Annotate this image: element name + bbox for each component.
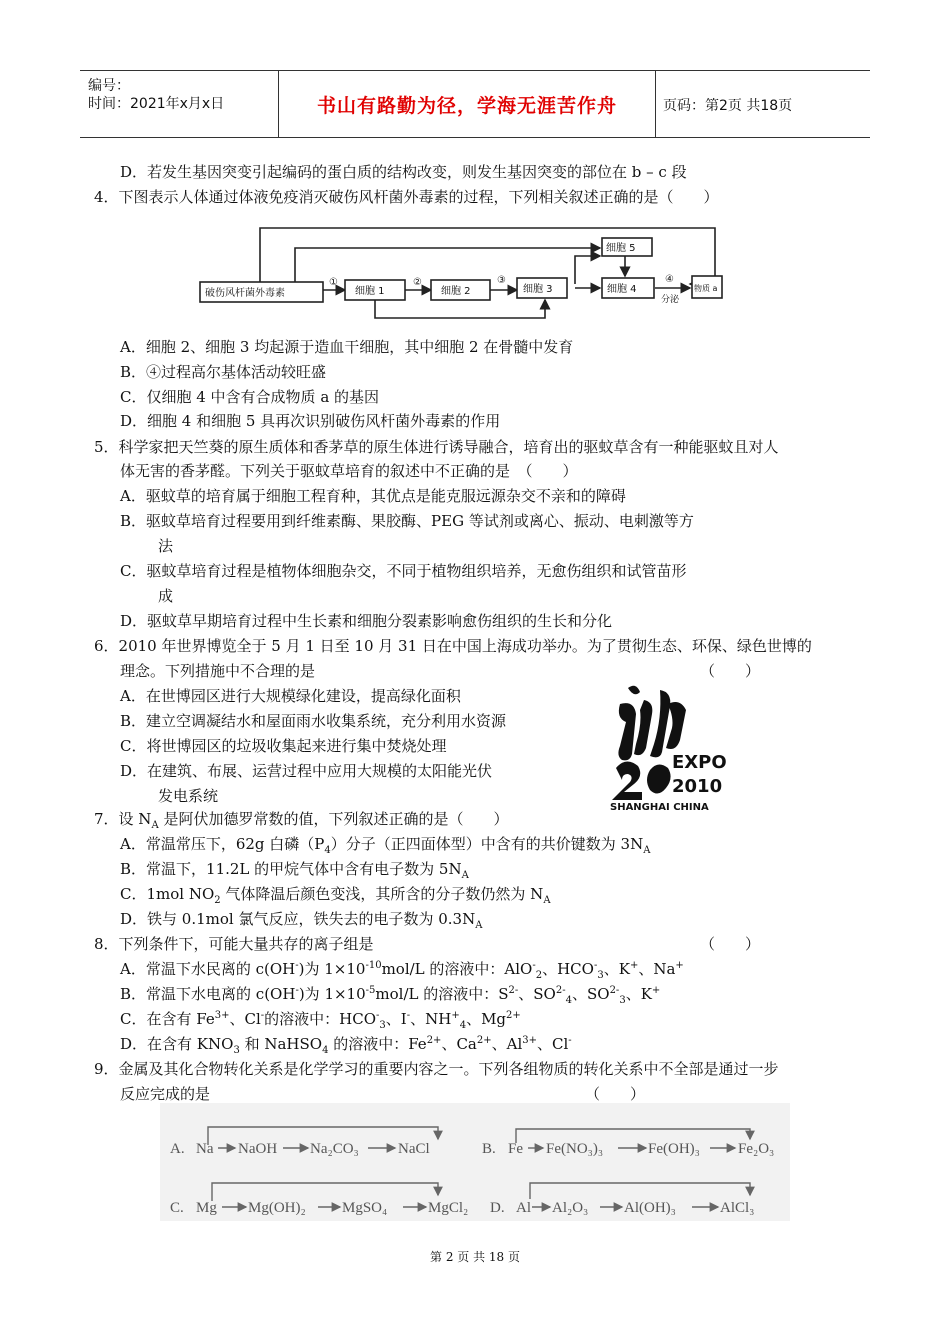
logo-city-text: SHANGHAI CHINA: [610, 802, 709, 813]
q6-option-b: B．建立空调凝结水和屋面雨水收集系统，充分利用水资源: [120, 712, 507, 730]
q9-d-2: Al₂O₃: [552, 1200, 589, 1216]
q5-option-a: A．驱蚊草的培育属于细胞工程育种，其优点是能克服远源杂交不亲和的障碍: [120, 487, 626, 505]
diagram-cell1: 细胞 1: [355, 286, 385, 297]
q5-stem-2: 体无害的香茅醛。下列关于驱蚊草培育的叙述中不正确的是 （ ）: [120, 462, 578, 480]
q9-conversion-options: [160, 1103, 790, 1221]
logo-year-text: 2010: [672, 776, 723, 797]
q5-option-d: D．驱蚊草早期培育过程中生长素和细胞分裂素影响愈伤组织的生长和分化: [120, 612, 613, 630]
q9-b-4: Fe₂O₃: [738, 1141, 775, 1157]
q4-option-b: B．④过程高尔基体活动较旺盛: [120, 363, 327, 381]
q6-option-c: C．将世博园区的垃圾收集起来进行集中焚烧处理: [120, 737, 447, 755]
q9-stem-1: 9．金属及其化合物转化关系是化学学习的重要内容之一。下列各组物质的转化关系中不全部是通过一步: [94, 1060, 779, 1078]
q9-d-1: Al: [516, 1200, 531, 1216]
q9-a-1: Na: [196, 1141, 214, 1157]
q5-option-b-cont: 法: [158, 537, 174, 555]
q9-b-3: Fe(OH)₃: [648, 1141, 700, 1157]
header-motto: 书山有路勤为径，学海无涯苦作舟: [316, 95, 617, 117]
q5-option-c-cont: 成: [158, 587, 174, 605]
diagram-secrete: 分泌: [661, 295, 680, 305]
header-motto-cell: [279, 71, 656, 137]
q8-option-c: C．在含有 $Fe^{3+}$、Cl-的溶液中：$HCO^-_3$、I-、$NH^+_4$、$Mg^{2+}$: [120, 1010, 521, 1031]
q8-option-d: D．在含有 $KNO_3$ 和 NaHSO$_4$ 的溶液中：$Fe^{2+}$、$Ca^{2+}$、$Al^{3+}$、Cl-: [120, 1035, 572, 1056]
diagram-step2: ②: [413, 277, 422, 288]
q8-option-a: A．常温下水民离的 c(OH-)为 $1\times 10^{-10}mol/L$ 的溶液中：AlO-$_2$、$HCO^-_3$、K+、Na+: [120, 960, 684, 981]
q5-option-b: B．驱蚊草培育过程要用到纤维素酶、果胶酶、PEG 等试剂或离心、振动、电刺激等方: [120, 512, 694, 530]
q9-stem-2: 反应完成的是: [120, 1085, 211, 1103]
diagram-step1: ①: [329, 277, 338, 288]
q4-option-d: D．细胞 4 和细胞 5 具再次识别破伤风杆菌外毒素的作用: [120, 412, 501, 430]
q9-c-label: C.: [170, 1200, 184, 1216]
q7-option-a: A．常温常压下，62g 白磷$(P_4)$分子（正四面体型）中含有的共价键数为 $3N_A$: [120, 835, 651, 856]
diagram-cell2: 细胞 2: [441, 286, 471, 297]
q9-d-4: AlCl₃: [720, 1200, 755, 1216]
q6-stem-2: 理念。下列措施中不合理的是: [120, 662, 316, 680]
q8-stem: 8．下列条件下，可能大量共存的离子组是: [94, 935, 374, 953]
q9-c-2: Mg(OH)₂: [248, 1200, 306, 1216]
diagram-cell3: 细胞 3: [523, 284, 553, 295]
immune-process-diagram: [195, 222, 725, 322]
q5-option-c: C．驱蚊草培育过程是植物体细胞杂交，不同于植物组织培养，无愈伤组织和试管苗形: [120, 562, 687, 580]
header-page-info: 页码：第2页 共18页: [663, 98, 793, 114]
q7-option-c: C．1mol $NO_2$ 气体降温后颜色变浅，其所含的分子数仍然为 $N_A$: [120, 885, 551, 906]
q4-stem: 4．下图表示人体通过体液免疫消灭破伤风杆菌外毒素的过程，下列相关叙述正确的是（ ）: [94, 188, 719, 206]
q9-d-label: D.: [490, 1200, 505, 1216]
q6-option-d-cont: 发电系统: [158, 787, 219, 805]
diagram-step3: ③: [497, 275, 506, 286]
diagram-toxin: 破伤风杆菌外毒素: [205, 288, 285, 299]
diagram-cell4: 细胞 4: [607, 284, 637, 295]
logo-expo-text: EXPO: [672, 752, 727, 773]
diagram-step4: ④: [665, 274, 674, 285]
q9-a-2: NaOH: [238, 1141, 278, 1157]
q9-a-label: A.: [170, 1141, 185, 1157]
q4-option-c: C．仅细胞 4 中含有合成物质 a 的基因: [120, 388, 380, 406]
q9-c-3: MgSO₄: [342, 1200, 388, 1216]
header-number: 编号：: [88, 78, 130, 94]
q5-stem-1: 5．科学家把天竺葵的原生质体和香茅草的原生体进行诱导融合，培育出的驱蚊草含有一种能驱蚊且对人: [94, 438, 779, 456]
q6-stem-1: 6．2010 年世界博览全于 5 月 1 日至 10 月 31 日在中国上海成功举办。为了贯彻生态、环保、绿色世博的: [94, 637, 812, 655]
q9-d-3: Al(OH)₃: [624, 1200, 676, 1216]
q7-stem: 7．设 $N_A$ 是阿伏加德罗常数的值，下列叙述正确的是（ ）: [94, 810, 509, 831]
q3-option-d: D．若发生基因突变引起编码的蛋白质的结构改变，则发生基因突变的部位在 b – c 段: [120, 163, 687, 181]
q9-c-1: Mg: [196, 1200, 217, 1216]
page-header: [80, 70, 870, 138]
q6-option-a: A．在世博园区进行大规模绿化建设，提高绿化面积: [120, 687, 461, 705]
page-footer: 第 2 页 共 18 页: [430, 1250, 520, 1264]
q8-answer-blank: （ ）: [700, 935, 761, 953]
q7-option-b: B．常温下，11.2L 的甲烷气体中含有电子数为 $5N_A$: [120, 860, 469, 881]
diagram-substance: 物质 a: [694, 284, 718, 293]
q9-c-4: MgCl₂: [428, 1200, 469, 1216]
q6-answer-blank: （ ）: [700, 662, 761, 680]
q9-b-1: Fe: [508, 1141, 523, 1157]
q9-b-label: B.: [482, 1141, 496, 1157]
q6-option-d: D．在建筑、布展、运营过程中应用大规模的太阳能光伏: [120, 762, 493, 780]
q9-a-4: NaCl: [398, 1141, 430, 1157]
q9-a-3: Na₂CO₃: [310, 1141, 359, 1157]
q4-option-a: A．细胞 2、细胞 3 均起源于造血干细胞，其中细胞 2 在骨髓中发育: [120, 338, 574, 356]
diagram-cell5: 细胞 5: [606, 243, 636, 254]
q9-answer-blank: （ ）: [585, 1085, 646, 1103]
expo-2010-logo: [610, 682, 740, 817]
header-meta: [80, 71, 279, 137]
header-time: 时间：2021年x月x日: [88, 96, 225, 112]
q9-b-2: Fe(NO₃)₃: [546, 1141, 604, 1157]
q8-option-b: B．常温下水电离的 c(OH-)为 $1\times 10^{-5}mol/L$ 的溶液中：$S^{2-}$、$SO^{2-}_4$、$SO^{2-}_3$、K+: [120, 985, 661, 1006]
q7-option-d: D．铁与 0.1mol 氯气反应，铁失去的电子数为 $0.3N_A$: [120, 910, 483, 931]
